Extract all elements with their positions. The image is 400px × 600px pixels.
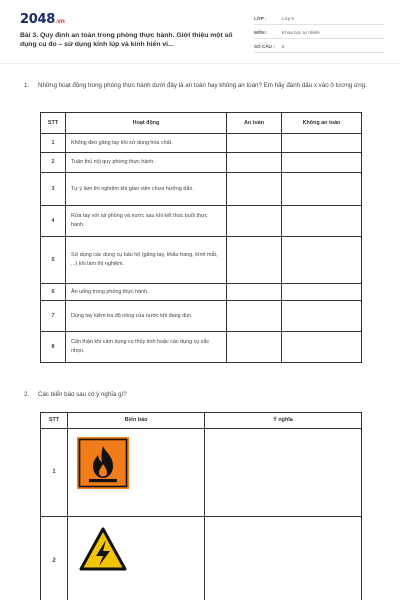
meta-count-label: SỐ CÂU :	[254, 44, 275, 49]
meta-class-value: Lớp 6	[282, 16, 294, 21]
column-header-activity: Hoạt động	[66, 113, 227, 134]
meta-count-row	[254, 41, 384, 53]
meta-subject-value: Khoa học tự nhiên	[282, 30, 320, 35]
safety-activity-table	[40, 112, 362, 363]
unsafe-answer-cell[interactable]	[282, 153, 362, 173]
table-row	[41, 284, 362, 301]
safe-answer-cell[interactable]	[227, 206, 282, 237]
row-activity: Ăn uống trong phòng thực hành.	[66, 284, 227, 301]
column-header-safe: An toàn	[227, 113, 282, 134]
table-row	[41, 206, 362, 237]
safe-answer-cell[interactable]	[227, 301, 282, 332]
row-activity: Sử dụng các dụng cụ bảo hộ (găng tay, khẩu trang, kính mắt, ...) khi làm thí nghiệm.	[66, 237, 227, 284]
logo-suffix: .vn	[54, 18, 65, 25]
unsafe-answer-cell[interactable]	[282, 173, 362, 206]
sign-cell	[68, 429, 205, 517]
table-row	[41, 237, 362, 284]
table-header-row	[41, 413, 362, 429]
question-1-number: 1.	[24, 82, 30, 89]
meaning-answer-cell[interactable]	[205, 517, 362, 600]
safe-answer-cell[interactable]	[227, 332, 282, 363]
safe-answer-cell[interactable]	[227, 237, 282, 284]
page-header	[0, 0, 400, 62]
safe-answer-cell[interactable]	[227, 173, 282, 206]
row-stt: 3	[41, 173, 66, 206]
table-row	[41, 134, 362, 153]
table-row	[41, 429, 362, 517]
unsafe-answer-cell[interactable]	[282, 301, 362, 332]
unsafe-answer-cell[interactable]	[282, 134, 362, 153]
row-activity: Rửa tay với xà phòng và nước sau khi kết thúc buổi thực hành.	[66, 206, 227, 237]
unsafe-answer-cell[interactable]	[282, 284, 362, 301]
row-activity: Tự ý làm thí nghiệm khi giáo viên chưa hướng dẫn.	[66, 173, 227, 206]
row-stt: 7	[41, 301, 66, 332]
row-stt: 2	[41, 153, 66, 173]
row-activity: Tuân thủ nội quy phòng thực hành.	[66, 153, 227, 173]
table-row	[41, 332, 362, 363]
question-2-text: Các biển báo sau có ý nghĩa gì?	[38, 391, 127, 398]
row-stt: 1	[41, 429, 68, 517]
column-header-stt: STT	[41, 413, 68, 429]
lesson-title: Bài 3. Quy định an toàn trong phòng thực hành. Giới thiệu một số dụng cụ đo – sử dụng kính lúp và kính hiển vi...	[20, 32, 233, 48]
safety-sign-table	[40, 412, 362, 600]
table-row	[41, 173, 362, 206]
logo-main: 2048	[20, 12, 55, 27]
column-header-sign: Biển báo	[68, 413, 205, 429]
question-2	[24, 390, 384, 399]
row-activity: Cẩn thận khi cầm dụng cụ thủy tinh hoặc các dụng cụ sắc nhọn.	[66, 332, 227, 363]
unsafe-answer-cell[interactable]	[282, 237, 362, 284]
meta-class-label: LỚP :	[254, 16, 267, 21]
row-stt: 5	[41, 237, 66, 284]
row-stt: 2	[41, 517, 68, 600]
table-row	[41, 301, 362, 332]
row-stt: 6	[41, 284, 66, 301]
column-header-stt: STT	[41, 113, 66, 134]
safe-answer-cell[interactable]	[227, 284, 282, 301]
sign-cell	[68, 517, 205, 600]
meta-subject-label: MÔN :	[254, 30, 268, 35]
meaning-answer-cell[interactable]	[205, 429, 362, 517]
column-header-meaning: Ý nghĩa	[205, 413, 362, 429]
table-row	[41, 517, 362, 600]
site-logo[interactable]	[20, 12, 65, 27]
safe-answer-cell[interactable]	[227, 134, 282, 153]
row-stt: 8	[41, 332, 66, 363]
safe-answer-cell[interactable]	[227, 153, 282, 173]
meta-count-value: 6	[282, 44, 285, 49]
column-header-unsafe: Không an toàn	[282, 113, 362, 134]
row-stt: 4	[41, 206, 66, 237]
header-divider	[0, 63, 400, 64]
row-activity: Dùng tay kiểm tra độ nóng của nước khi đang đun.	[66, 301, 227, 332]
unsafe-answer-cell[interactable]	[282, 332, 362, 363]
flammable-sign-icon	[77, 437, 129, 489]
question-2-number: 2.	[24, 391, 30, 398]
row-stt: 1	[41, 134, 66, 153]
high-voltage-sign-icon	[77, 525, 129, 577]
meta-subject-row	[254, 27, 384, 39]
unsafe-answer-cell[interactable]	[282, 206, 362, 237]
meta-class-row	[254, 13, 384, 25]
question-1	[24, 81, 384, 90]
table-row	[41, 153, 362, 173]
question-1-text: Những hoạt động trong phòng thực hành dưới đây là an toàn hay không an toàn? Em hãy đánh dấu x vào ô tương ứng.	[38, 82, 367, 89]
row-activity: Không đeo găng tay khi sử dụng hóa chất.	[66, 134, 227, 153]
table-header-row	[41, 113, 362, 134]
